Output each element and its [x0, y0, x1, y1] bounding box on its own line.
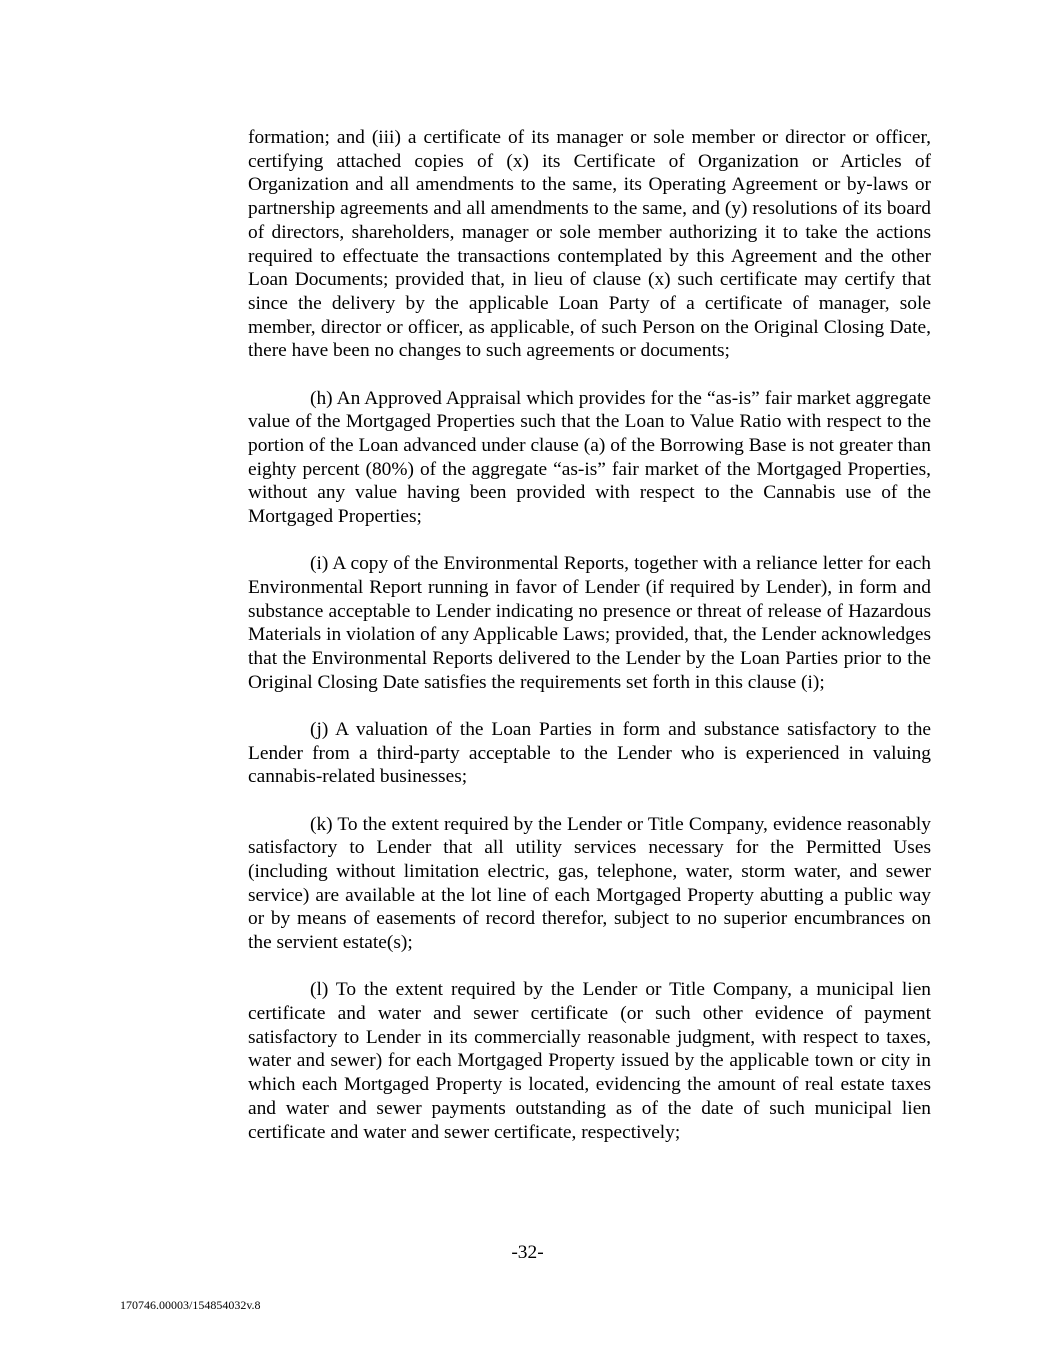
page-number: -32-	[511, 1242, 544, 1263]
document-body	[248, 126, 931, 1144]
paragraph-continuation: formation; and (iii) a certificate of its manager or sole member or director or officer, certifying attached copies of (x) its Certificate of Organization or Articles of Organization and all amendments to the same, its Operating Agreement or by-laws or partnership agreements and all amendments to the same, and (y) resolutions of its board of directors, shareholders, manager or sole member authorizing it to take the actions required to effectuate the transactions contemplated by this Agreement and the other Loan Documents; provided that, in lieu of clause (x) such certificate may certify that since the delivery by the applicable Loan Party of a certificate of manager, sole member, director or officer, as applicable, of such Person on the Original Closing Date, there have been no changes to such agreements or documents;	[248, 127, 931, 362]
paragraph-l: (l) To the extent required by the Lender or Title Company, a municipal lien certificate and water and sewer certificate (or such other evidence of payment satisfactory to Lender in its commercially reasonable judgment, with respect to taxes, water and sewer) for each Mortgaged Property issued by the applicable town or city in which each Mortgaged Property is located, evidencing the amount of real estate taxes and water and sewer payments outstanding as of the date of such municipal lien certificate and water and sewer certificate, respectively;	[248, 979, 931, 1143]
paragraph-j: (j) A valuation of the Loan Parties in form and substance satisfactory to the Lender from a third-party acceptable to the Lender who is experienced in valuing cannabis-related businesses;	[248, 718, 931, 788]
paragraph-i: (i) A copy of the Environmental Reports, together with a reliance letter for each Environmental Report running in favor of Lender (if required by Lender), in form and substance acceptable to Lender indicating no presence or threat of release of Hazardous Materials in violation of any Applicable Laws; provided, that, the Lender acknowledges that the Environmental Reports delivered to the Lender by the Loan Parties prior to the Original Closing Date satisfies the requirements set forth in this clause (i);	[248, 553, 931, 693]
document-id: 170746.00003/154854032v.8	[120, 1298, 261, 1312]
paragraph-h: (h) An Approved Appraisal which provides for the “as-is” fair market aggregate value of the Mortgaged Properties such that the Loan to Value Ratio with respect to the portion of the Loan advanced under clause (a) of the Borrowing Base is not greater than eighty percent (80%) of the aggregate “as-is” fair market of the Mortgaged Properties, without any value having been provided with respect to the Cannabis use of the Mortgaged Properties;	[248, 387, 931, 528]
paragraph-k: (k) To the extent required by the Lender or Title Company, evidence reasonably satisfactory to Lender that all utility services necessary for the Permitted Uses (including without limitation electric, gas, telephone, water, storm water, and sewer service) are available at the lot line of each Mortgaged Property abutting a public way or by means of easements of record therefor, subject to no superior encumbrances on the servient estate(s);	[248, 813, 931, 954]
